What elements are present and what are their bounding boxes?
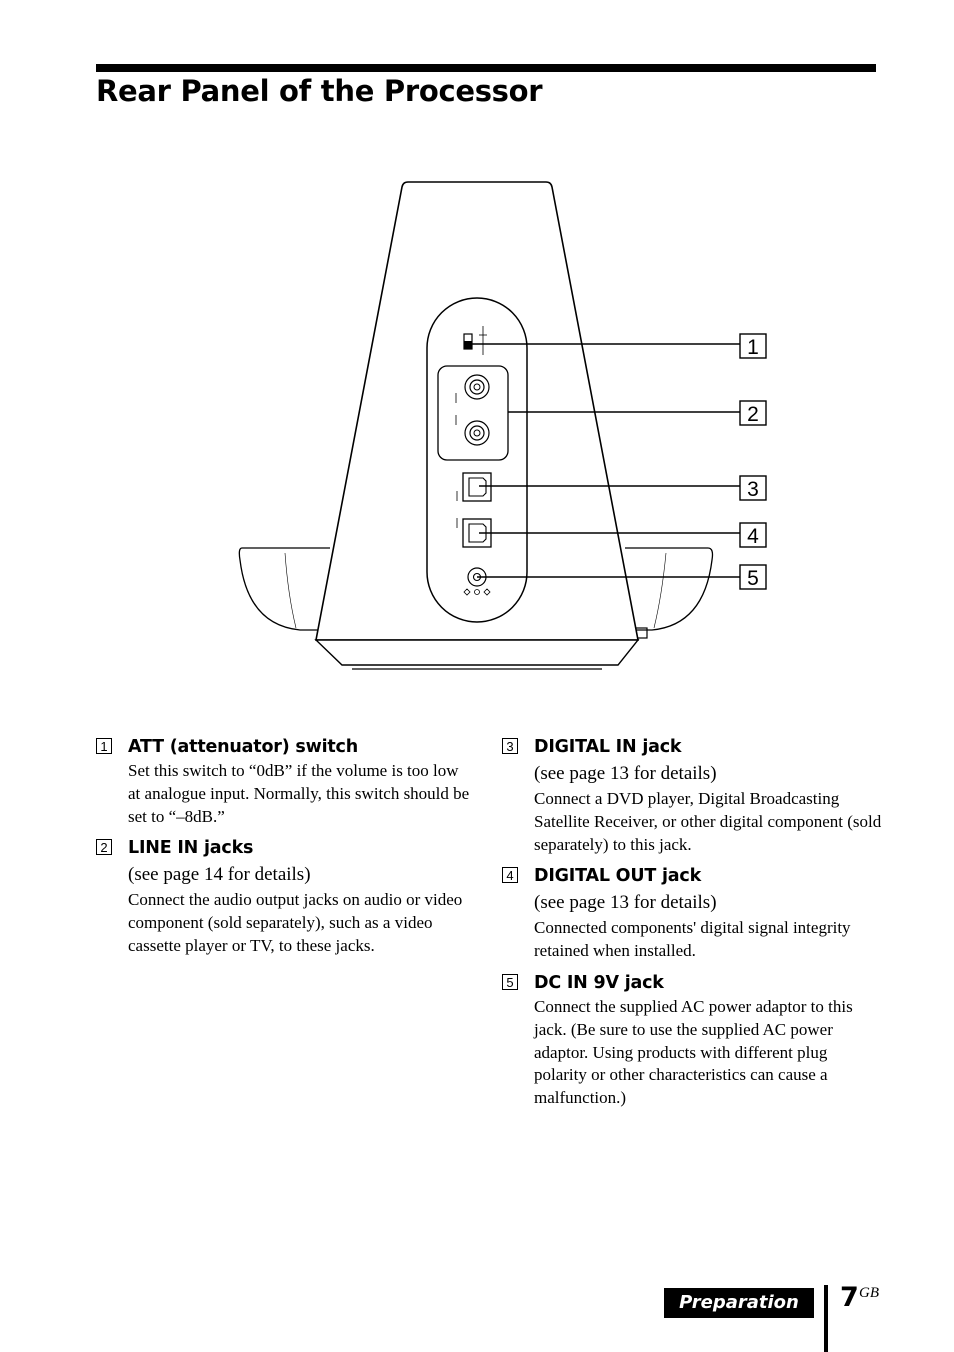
processor-base xyxy=(316,640,638,665)
callout-1-label: 1 xyxy=(747,336,759,359)
item-reference: (see page 13 for details) xyxy=(534,763,717,784)
item-body: Connected components' digital signal integrity retained when installed. xyxy=(534,918,851,961)
top-rule xyxy=(96,64,876,72)
item-reference: (see page 14 for details) xyxy=(128,864,311,886)
item-digital-out-jack xyxy=(502,864,882,963)
left-speaker-pod xyxy=(239,548,330,630)
callout-4 xyxy=(740,523,766,548)
item-heading: ATT (attenuator) switch xyxy=(128,737,358,757)
item-digital-in-jack xyxy=(502,735,882,856)
callout-5 xyxy=(740,565,766,590)
item-reference: (see page 13 for details) xyxy=(534,892,717,914)
item-dc-in-jack xyxy=(502,971,882,1110)
footer-section-label: Preparation xyxy=(664,1288,814,1318)
item-heading: DIGITAL OUT jack xyxy=(534,866,702,887)
right-speaker-pod xyxy=(625,548,713,630)
callout-3-label: 3 xyxy=(747,478,759,501)
item-line-in-jacks xyxy=(96,836,471,957)
page-title: Rear Panel of the Processor xyxy=(96,74,543,108)
item-number: 4 xyxy=(502,867,518,883)
item-att-switch xyxy=(96,735,471,828)
item-number: 2 xyxy=(96,839,112,855)
callout-5-label: 5 xyxy=(747,567,759,590)
item-number: 5 xyxy=(502,974,518,990)
item-heading: DC IN 9V jack xyxy=(534,972,664,993)
callout-4-label: 4 xyxy=(747,525,759,548)
description-column-right xyxy=(502,735,882,1118)
description-column-left xyxy=(96,735,471,966)
item-body: Connect the supplied AC power adaptor to this jack. (Be sure to use the supplied AC power adaptor. Using products with different plug polarity or other characteristics can cause a malfunction.) xyxy=(534,996,853,1108)
callout-3 xyxy=(740,476,766,501)
page-number-suffix: GB xyxy=(859,1285,879,1301)
callout-2 xyxy=(740,401,766,426)
item-number: 1 xyxy=(96,738,112,754)
item-body: Connect the audio output jacks on audio or video component (sold separately), such as a video cassette player or TV, to these jacks. xyxy=(128,890,463,955)
item-body: Connect a DVD player, Digital Broadcasting Satellite Receiver, or other digital component (sold separately) to this jack. xyxy=(534,789,882,854)
footer-divider xyxy=(824,1285,828,1352)
callout-2-label: 2 xyxy=(747,403,759,426)
callout-1 xyxy=(740,334,766,359)
item-heading: DIGITAL IN jack xyxy=(534,737,682,757)
item-number: 3 xyxy=(502,738,518,754)
item-heading: LINE IN jacks xyxy=(128,838,254,859)
rear-panel-diagram xyxy=(230,175,790,685)
item-body: Set this switch to “0dB” if the volume is too low at analogue input. Normally, this switch should be set to “–8dB.” xyxy=(128,761,470,826)
page-number: 7 xyxy=(840,1282,859,1313)
